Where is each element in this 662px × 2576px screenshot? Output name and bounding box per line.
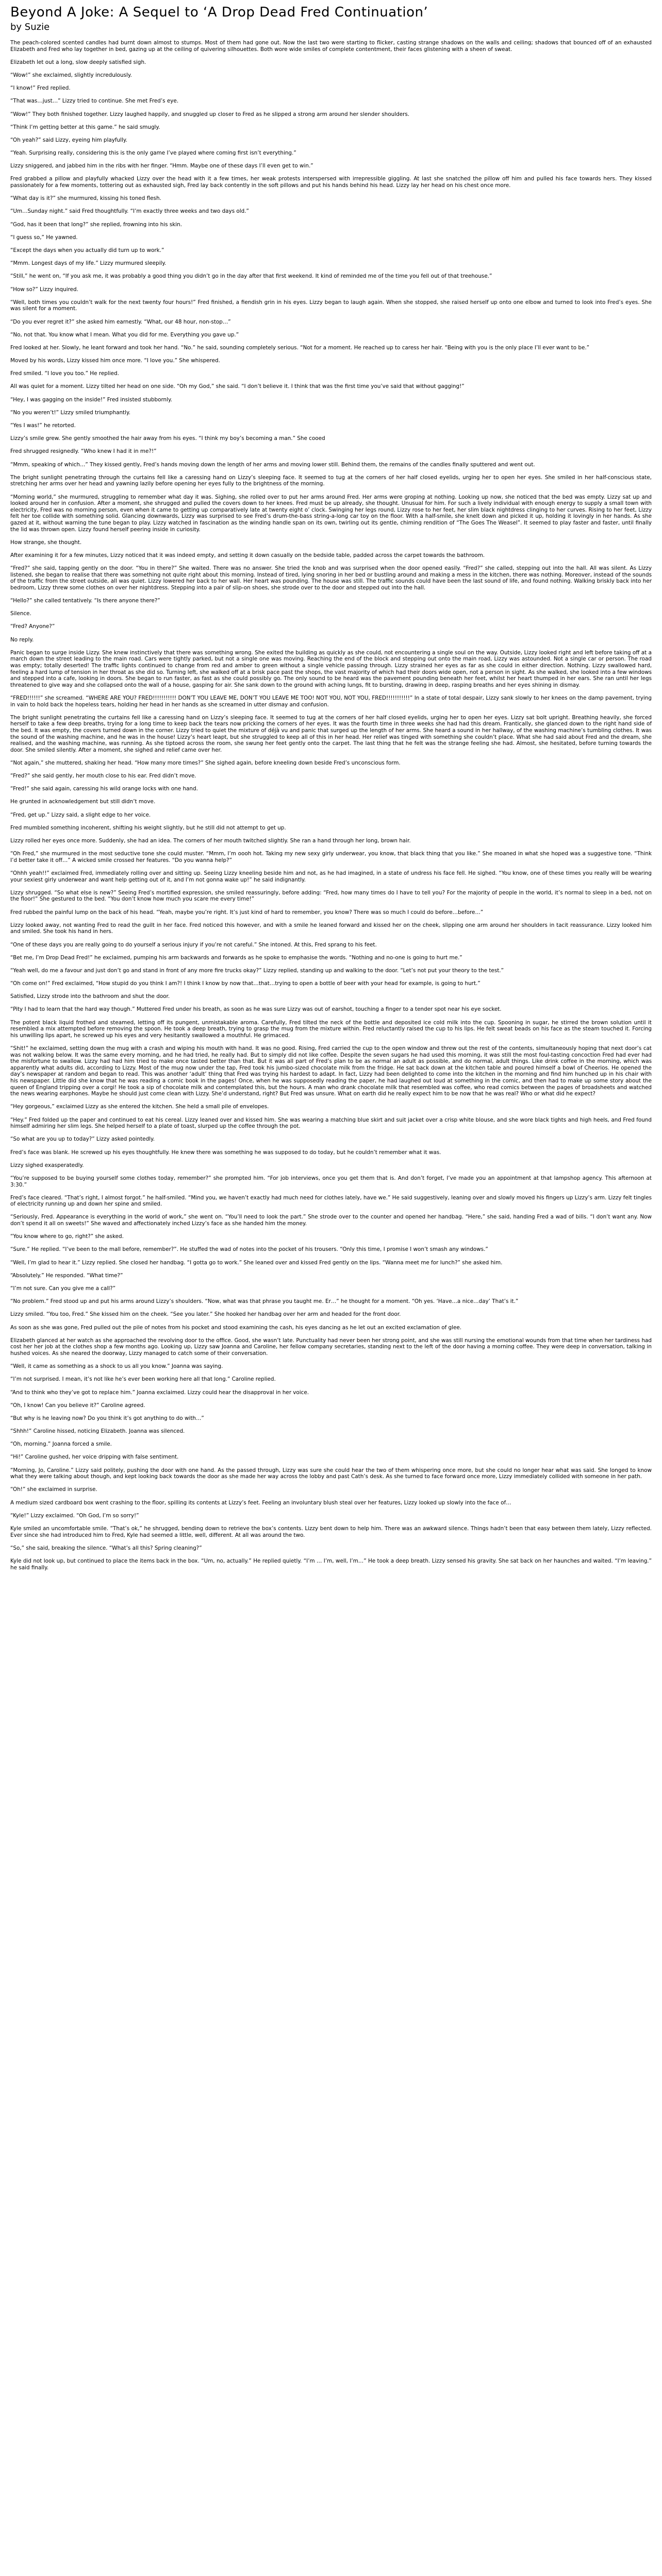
story-paragraph: “Wow!” They both finished together. Lizzy laughed happily, and snuggled up closer to Fred as he slipped a strong arm around her slender shoulders. [10, 111, 410, 117]
story-author: by Suzie [10, 22, 50, 32]
story-body [10, 40, 652, 1571]
story-paragraph: “Fred?” she said, tapping gently on the door. “You in there?” She waited. There was no answer. She tried the knob and was surprised when the door opened easily. “Fred?” she called, stepping out into the hall. All was silent. As Lizzy listened, she began to realise that there was something not quite right about this morning. Instead of tired, lying snoring in her bed or bustling around and making a mess in the kitchen, there was nothing. Moreover, instead of the sounds of the traffic from the street outside, all was quiet. Lizzy lowered her back to her wall. Her heart was pounding. The house was still. The traffic sounds could have been the last sound of life, and found nothing. Walking briskly back into her bedroom, Lizzy threw some clothes on over her nightdress. Stepping into a pair of slip-on shoes, she strode over to the door and stepped out into the hall. [10, 565, 652, 591]
story-paragraph: All was quiet for a moment. Lizzy tilted her head on one side. “Oh my God,” she said. “I don’t believe it. I think that was the first time you’ve said that without gagging!” [10, 383, 465, 390]
story-paragraph: Lizzy smiled. “You too, Fred.” She kissed him on the cheek. “See you later.” She hooked her handbag over her arm and headed for the front door. [10, 1311, 401, 1318]
story-paragraph: Fred rubbed the painful lump on the back of his head. “Yeah, maybe you’re right. It’s just kind of hard to remember, you know? There was so much I could do before…before…” [10, 909, 484, 916]
story-paragraph: “Hey, I was gagging on the inside!” Fred insisted stubbornly. [10, 396, 172, 403]
story-paragraph: “Absolutely.” He responded. “What time?” [10, 1272, 123, 1279]
story-paragraph: “So,” she said, breaking the silence. “What’s all this? Spring cleaning?” [10, 1545, 202, 1551]
story-paragraph: “Shhh!” Caroline hissed, noticing Elizabeth. Joanna was silenced. [10, 1428, 185, 1435]
story-paragraph: “No you weren’t!” Lizzy smiled triumphantly. [10, 409, 130, 416]
story-paragraph: “You know where to go, right?” she asked. [10, 1233, 124, 1240]
story-paragraph: “Hey.” Fred folded up the paper and continued to eat his cereal. Lizzy leaned over and kissed him. She was wearing a matching blue skirt and suit jacket over a crisp white blouse, and she wore black tights and high heels, and Fred found himself admiring her slim legs. She helped herself to a plate of toast, slurped up the coffee through the pot. [10, 1116, 652, 1130]
story-title: Beyond A Joke: A Sequel to ‘A Drop Dead Fred Continuation’ [10, 5, 428, 20]
story-paragraph: “Sure.” He replied. “I’ve been to the mall before, remember?”. He stuffed the wad of notes into the pocket of his trousers. “Only this time, I promise I won’t smash any windows.” [10, 1246, 488, 1253]
story-paragraph: “That was…just…” Lizzy tried to continue. She met Fred’s eye. [10, 98, 179, 105]
story-paragraph: “Bet me, I’m Drop Dead Fred!” he exclaimed, pumping his arm backwards and forwards as he spoke to emphasise the words. “Nothing and no-one is going to hurt me.” [10, 954, 462, 961]
story-paragraph: “Oh, I know! Can you believe it?” Caroline agreed. [10, 1402, 145, 1409]
story-paragraph: “Pity I had to learn that the hard way though.” Muttered Fred under his breath, as soon as he was sure Lizzy was out of earshot, touching a finger to a tender spot near his eye socket. [10, 1006, 502, 1013]
story-paragraph: “Oh come on!” Fred exclaimed, “How stupid do you think I am?! I think I know by now that…that…trying to open a bottle of beer with your head for example, is going to hurt.” [10, 980, 481, 987]
story-paragraph: Satisfied, Lizzy strode into the bathroom and shut the door. [10, 993, 170, 1000]
story-paragraph: Lizzy sniggered, and jabbed him in the ribs with her finger. “Hmm. Maybe one of these days I’ll even get to win.” [10, 163, 313, 170]
story-paragraph: “No problem.” Fred stood up and put his arms around Lizzy’s shoulders. “Now, what was that phrase you taught me. Er…” he thought for a moment. “Oh yes. ‘Have…a nice…day’ That’s it.” [10, 1298, 519, 1305]
story-paragraph: Kyle smiled an uncomfortable smile. “That’s ok,” he shrugged, bending down to retrieve the box’s contents. Lizzy bent down to help him. There was an awkward silence. Things hadn’t been that easy between them lately, Lizzy reflected. Ever since she had introduced him to Fred, Kyle had seemed a little, well, different. At all was around the two. [10, 1525, 652, 1538]
story-paragraph: “I know!” Fred replied. [10, 85, 71, 92]
story-paragraph: The bright sunlight penetrating the curtains fell like a caressing hand on Lizzy’s sleeping face. It seemed to tug at the corners of her half closed eyelids, urging her to open her eyes. Lizzy sat bolt upright. Breathing heavily, she forced herself to take a few deep breaths, trying for a long time to keep back the tears now pricking the corners of her eyes. It was the fourth time in three weeks she had had this dream. Frantically, she glanced down to the right hand side of the bed. It was empty, the covers turned down in the corner. Lizzy tried to quiet the mixture of déjà vu and panic that surged up the length of her arms. She heard a sound in her hallway, of the washing machine’s tumbling clothes. It was the sound of the washing machine, and he was in the house! Lizzy’s heart leapt, but she struggled to keep all of this in her head. Her relief was tinged with something she couldn’t place. What she had said about Fred and the dream, she realised, and the washing machine, was running. As she tiptoed across the room, she swung her feet gently onto the carpet. The last thing that he felt was the strange feeling she had. Almost, she hesitated, before turning towards the door. She smiled silently. After a moment, she sighed and relief came over her. [10, 714, 652, 753]
story-paragraph: “What day is it?” she murmured, kissing his toned flesh. [10, 195, 161, 202]
story-paragraph: The bright sunlight penetrating through the curtains fell like a caressing hand on Lizzy’s sleeping face. It seemed to tug at the corners of her half closed eyelids, urging her to open her eyes. She smiled in her half-conscious state, stretching her arms over her head and yawning lazily before opening her eyes fully to the brightness of the morning. [10, 474, 652, 487]
story-paragraph: “But why is he leaving now? Do you think it’s got anything to do with…” [10, 1415, 204, 1421]
story-paragraph: “Hi!” Caroline gushed, her voice dripping with false sentiment. [10, 1454, 179, 1461]
story-paragraph: Fred smiled. “I love you too.” He replied. [10, 370, 119, 377]
story-paragraph: Lizzy rolled her eyes once more. Suddenly, she had an idea. The corners of her mouth twitched slightly. She ran a hand through her long, brown hair. [10, 838, 411, 844]
story-paragraph: Elizabeth glanced at her watch as she approached the revolving door to the office. Good, she wasn’t late. Punctuality had never been her strong point, and she was still nursing the emotional wounds from that time when her tardiness had cost her her job at the clothes shop a few months ago. Looking up, Lizzy saw Joanna and Caroline, her fellow company secretaries, standing next to the left of the door having a morning coffee. They were deep in conversation, talking in hushed voices. As she neared the doorway, Lizzy managed to catch some of their conversation. [10, 1337, 652, 1357]
story-paragraph: Kyle did not look up, but continued to place the items back in the box. “Um, no, actually.” He replied quietly. “I’m … I’m, well, I’m…” He took a deep breath. Lizzy sensed his gravity. She sat back on her haunches and waited. “I’m leaving.” he said finally. [10, 1557, 652, 1571]
story-paragraph: “Yeah well, do me a favour and just don’t go and stand in front of any more fire trucks okay?” Lizzy replied, standing up and walking to the door. “Let’s not put your theory to the test.” [10, 967, 504, 974]
story-paragraph: “Shit!” he exclaimed, setting down the mug with a crash and wiping his mouth with hand. It was no good. Rising, Fred carried the cup to the open window and threw out the rest of the contents, simultaneously hoping that next door’s cat was not walking below. It was the same every morning, and he had tried, he really had. But to simply did not like coffee. Despite the seven sugars he had used this morning, it was still the most foul-tasting concoction Fred had ever had the misfortune to swallow. Lizzy had had him tried to make once tasted better than that. But it was all part of Fred’s plan to be as normal an adult as possible, and do normal, adult things. Like drink coffee in the morning, which was apparently what adults did, according to Lizzy. Most of the mug now under the tap, Fred took his jumbo-sized chocolate milk from the fridge. He sat back down at the kitchen table and poured himself a bowl of Cheerios. He opened the day’s newspaper at random and began to read. This was another ‘adult’ thing that Fred was trying his hardest to adapt. In fact, Lizzy had been delighted to come into the kitchen in the morning and find him hunched up in his chair with his newspaper. Little did she know that he was reading a comic book in the pages! Once, when he was supposedly reading the paper, he had laughed out loud at something in the comic, and then had to make up some story about the queen of England tripping over a corgi! He took a sip of chocolate milk and contemplated this, but the hours. A man who drank chocolate milk that resembled was coffee, who read comics between the pages of broadsheets and watched the news wearing earphones. Maybe he should just come clean with Lizzy. She’d understand, right? But Fred was unsure. What on earth did he really expect him to be now that he was real? Who or what did he expect? [10, 1045, 652, 1097]
story-paragraph: The peach-colored scented candles had burnt down almost to stumps. Most of them had gone out. Now the last two were starting to flicker, casting strange shadows on the walls and ceiling; shadows that bounced off of an exhausted Elizabeth and Fred who lay together in bed, gazing up at the ceiling of quivering silhouettes. Both wore wide smiles of complete contentment, their faces glistening with a sheen of sweat. [10, 40, 652, 53]
story-paragraph: Lizzy’s smile grew. She gently smoothed the hair away from his eyes. “I think my boy’s becoming a man.” She cooed [10, 435, 325, 442]
story-paragraph: No reply. [10, 636, 34, 643]
story-paragraph: “Um…Sunday night.” said Fred thoughtfully. “I’m exactly three weeks and two days old.” [10, 208, 249, 215]
story-paragraph: “Seriously, Fred. Appearance is everything in the world of work,” she went on. “You’ll need to look the part.” She strode over to the counter and opened her handbag. “Here,” she said, handing Fred a wad of bills. “I don’t want any. Now don’t spend it all on sweets!” She waved and affectionately inched Lizzy’s face as she handed him the money. [10, 1214, 652, 1227]
story-paragraph: “Oh, morning.” Joanna forced a smile. [10, 1441, 112, 1448]
story-paragraph: Panic began to surge inside Lizzy. She knew instinctively that there was something wrong. She exited the building as quickly as she could, not encountering a single soul on the way. Outside, Lizzy looked right and left before taking off at a march down the street leading to the main road. Cars were tightly parked, but not a single one was moving. Reaching the end of the block and stepping out onto the main road, Lizzy was astounded. Not a single car or person. The road was empty; totally deserted! The traffic lights continued to change from red and amber to green without a single vehicle passing through. Lizzy strained her eyes as far as she could in either direction. Nothing. Lizzy swallowed hard, feeling a hard lump of tension in her throat as she did so. Turning left, she walked off at a brisk pace past the shops, the vast majority of which had their doors wide open, not a person in sight. As she walked, she looked into a few windows and stepped into a cafe, looking in doors. She began to run faster, as fast as she could possibly go. The only sound to be heard was the pavement pounding beneath her feet, whilst her heart thumped in her ears. She ran until her legs threatened to give way and she collapsed onto the wall of a house, gasping for air. She sank down to the ground with aching lungs, fit to bursting, drawing in deep, rasping breaths and her eyes shining in dismay. [10, 649, 652, 688]
story-paragraph: Fred’s face cleared. “That’s right, I almost forgot.” he half-smiled. “Mind you, we haven’t exactly had much need for clothes lately, have we.” He said suggestively, leaning over and slowly moved his fingers up Lizzy’s arm. Lizzy felt tingles of electricity running up and down her spine and smiled. [10, 1194, 652, 1208]
story-paragraph: Lizzy shrugged. “So what else is new?” Seeing Fred’s mortified expression, she smiled reassuringly, before adding: “Fred, how many times do I have to tell you? For the majority of people in the world, it’s normal to sleep in a bed, not on the floor!” She gestured to the bed. “You don’t know how much you scare me every time!” [10, 889, 652, 903]
story-paragraph: “Kyle!” Lizzy exclaimed. “Oh God, I’m so sorry!” [10, 1512, 139, 1519]
story-paragraph: “No, not that. You know what I mean. What you did for me. Everything you gave up.” [10, 331, 239, 338]
story-paragraph: “Hey gorgeous,” exclaimed Lizzy as she entered the kitchen. She held a small pile of envelopes. [10, 1104, 269, 1110]
story-paragraph: “Morning, Jo, Caroline.” Lizzy said politely, pushing the door with one hand. As the passed through, Lizzy was sure she could hear the two of them whispering once more, but she could no longer hear what was said. She longed to know what they were talking about though, and kept looking back towards the door as she made her way across the lobby and past Cath’s desk. As she turned to face forward once more, Lizzy immediately collided with someone in her path. [10, 1467, 652, 1480]
story-paragraph: The potent black liquid frothed and steamed, letting off its pungent, unmistakable aroma. Carefully, Fred tilted the neck of the bottle and deposited ice cold milk into the cup. Spooning in sugar, he stirred the brown solution until it resembled a mix attempted before removing the spoon. He took a deep breath, trying to grasp the mug from the mixture within. Fred reluctantly raised the cup to his lips. He felt sweat beads on his face as the steam touched it. Forcing his unwilling lips apart, he screwed up his eyes and very hesitantly swallowed a mouthful. He grimaced. [10, 1019, 652, 1039]
story-paragraph: Fred’s face was blank. He screwed up his eyes thoughtfully. He knew there was something he was supposed to do today, but he couldn’t remember what it was. [10, 1149, 441, 1156]
story-paragraph: “Yeah. Surprising really, considering this is the only game I’ve played where coming first isn’t everything.” [10, 150, 296, 157]
story-paragraph: “So what are you up to today?” Lizzy asked pointedly. [10, 1136, 155, 1143]
story-paragraph: “Fred!” she said again, caressing his wild orange locks with one hand. [10, 786, 198, 792]
story-paragraph: “Think I’m getting better at this game.” he said smugly. [10, 124, 160, 130]
story-paragraph: Lizzy sighed exasperatedly. [10, 1162, 84, 1168]
story-paragraph: “How so?” Lizzy inquired. [10, 286, 78, 293]
story-paragraph: “Mmm. Longest days of my life.” Lizzy murmured sleepily. [10, 260, 167, 267]
story-paragraph: Fred grabbed a pillow and playfully whacked Lizzy over the head with it a few times, her weak protests interspersed with irrepressible giggling. At last she snatched the pillow off him and pulled his face towards hers. They kissed passionately for a few moments, tottering out as exhausted sigh, Fred lay back contently in the soft pillows and put his hands behind his head. Lizzy lay her head on his chest once more. [10, 176, 652, 189]
story-paragraph: “FRED!!!!!!” she screamed. “WHERE ARE YOU? FRED!!!!!!!!!!! DON’T YOU LEAVE ME, DON’T YOU LEAVE ME TOO! NOT YOU, NOT YOU, FRED!!!!!!!!!!!” In a state of total despair, Lizzy sank slowly to her knees on the damp pavement, trying in vain to hold back the hopeless tears, holding her head in her hands as she screamed in utter dismay and confusion. [10, 694, 652, 708]
story-paragraph: “Still,” he went on, “If you ask me, it was probably a good thing you didn’t go in the day after that first weekend. It kind of reminded me of the time you fell out of that treehouse.” [10, 273, 492, 280]
story-paragraph: “Well, both times you couldn’t walk for the next twenty four hours!” Fred finished, a fiendish grin in his eyes. Lizzy began to laugh again. When she stopped, she raised herself up onto one elbow and turned to look into Fred’s eyes. She was silent for a moment. [10, 299, 652, 312]
story-paragraph: Fred mumbled something incoherent, shifting his weight slightly, but he still did not attempt to get up. [10, 824, 286, 831]
story-paragraph: “Fred? Anyone?” [10, 623, 55, 630]
story-paragraph: “And to think who they’ve got to replace him.” Joanna exclaimed. Lizzy could hear the disapproval in her voice. [10, 1389, 309, 1396]
story-paragraph: After examining it for a few minutes, Lizzy noticed that it was indeed empty, and setting it down casually on the bedside table, padded across the carpet towards the bathroom. [10, 552, 485, 558]
story-paragraph: “God, has it been that long?” she replied, frowning into his skin. [10, 221, 183, 228]
story-paragraph: “Oh yeah?” said Lizzy, eyeing him playfully. [10, 137, 127, 143]
story-paragraph: “Well, I’m glad to hear it.” Lizzy replied. She closed her handbag. “I gotta go to work.” She leaned over and kissed Fred gently on the lips. “Wanna meet me for lunch?” she asked him. [10, 1259, 503, 1266]
story-paragraph: “You’re supposed to be buying yourself some clothes today, remember?” she prompted him. “For job interviews, once you get them that is. And don’t forget, I’ve made you an appointment at that lampshop agency. This afternoon at 3:30.” [10, 1175, 652, 1188]
story-paragraph: “Do you ever regret it?” she asked him earnestly. “What, our 48 hour, non-stop…” [10, 318, 231, 325]
story-paragraph: “Fred, get up.” Lizzy said, a slight edge to her voice. [10, 811, 151, 818]
story-paragraph: Lizzy looked away, not wanting Fred to read the guilt in her face. Fred noticed this however, and with a smile he leaned forward and kissed her on the cheek, slipping one arm around her shoulders in tacit reassurance. Lizzy looked him and smiled. She took his hand in hers. [10, 922, 652, 935]
story-paragraph: “Well, it came as something as a shock to us all you know.” Joanna was saying. [10, 1363, 223, 1370]
story-paragraph: “I’m not surprised. I mean, it’s not like he’s ever been working here all that long.” Caroline replied. [10, 1376, 276, 1383]
story-paragraph: Fred shrugged resignedly. “Who knew I had it in me?!” [10, 448, 157, 455]
story-paragraph: “I guess so,” He yawned. [10, 234, 78, 241]
story-paragraph: Fred looked at her. Slowly, he leant forward and took her hand. “No.” he said, sounding completely serious. “Not for a moment. He reached up to caress her hair. “Being with you is the only place I’ll ever want to be.” [10, 344, 590, 351]
story-paragraph: “Oh!” she exclaimed in surprise. [10, 1486, 97, 1493]
story-paragraph: “I’m not sure. Can you give me a call?” [10, 1285, 116, 1292]
story-paragraph: “Ohhh yeah!!” exclaimed Fred, immediately rolling over and sitting up. Seeing Lizzy kneeling beside him and not, as he had imagined, in a state of undress his face fell. He sighed. “You know, one of these times you really will be wearing your sexiest girly underwear and want help getting out of it, and I’m not gonna wake up!” he said indignantly. [10, 870, 652, 883]
story-paragraph: A medium sized cardboard box went crashing to the floor, spilling its contents at Lizzy’s feet. Feeling an involuntary blush steal over her features, Lizzy looked up slowly into the face of… [10, 1499, 511, 1506]
story-paragraph: “One of these days you are really going to do yourself a serious injury if you’re not careful.” She intoned. At this, Fred sprang to his feet. [10, 941, 377, 948]
story-paragraph: Moved by his words, Lizzy kissed him once more. “I love you.” She whispered. [10, 358, 220, 364]
story-paragraph: “Hello?” she called tentatively. “Is there anyone there?” [10, 598, 160, 604]
story-paragraph: “Except the days when you actually did turn up to work.” [10, 247, 164, 253]
story-paragraph: “Oh Fred,” she murmured in the most seductive tone she could muster. “Mmm, I’m oooh hot. Taking my new sexy girly underwear, you know, that black thing that you like.” She moaned in what she hoped was a suggestive tone. “Think I’d better take it off…” A wicked smile crossed her features. “Do you wanna help?” [10, 851, 652, 863]
story-paragraph: “Fred?” she said gently, her mouth close to his ear. Fred didn’t move. [10, 773, 196, 779]
story-paragraph: Silence. [10, 611, 31, 617]
story-paragraph: How strange, she thought. [10, 539, 82, 546]
story-paragraph: He grunted in acknowledgement but still didn’t move. [10, 799, 156, 805]
story-paragraph: As soon as she was gone, Fred pulled out the pile of notes from his pocket and stood examining the cash, his eyes dancing as he let out an excited exclamation of glee. [10, 1324, 462, 1331]
story-paragraph: “Not again,” she muttered, shaking her head. “How many more times?” She sighed again, before kneeling down beside Fred’s unconscious form. [10, 759, 401, 766]
story-paragraph: “Mmm, speaking of which…” They kissed gently, Fred’s hands moving down the length of her arms and moving lower still. Behind them, the remains of the candles finally sputtered and went out. [10, 461, 535, 468]
story-paragraph: Elizabeth let out a long, slow deeply satisfied sigh. [10, 59, 146, 65]
story-paragraph: “Morning world,” she murmured, struggling to remember what day it was. Sighing, she rolled over to put her arms around Fred. Her arms were groping at nothing. Looking up now, she noticed that the bed was empty. Lizzy sat up and looked around her in confusion. After a moment, she shrugged and pulled the covers down to her knees. Fred must be up already, she thought. Unusual for him. For such a lively individual with enough energy to supply a small town with electricity, Fred was no morning person, even when it came to getting up comparatively late at twenty eight o’ clock. Swinging her legs round, Lizzy rose to her feet, her slim black nightdress clinging to her curves. Rising to her feet, Lizzy felt her toe collide with something solid. Glancing downwards, Lizzy was surprised to see Fred’s drum-the-bass string-a-long car toy on the floor. With a half-smile, she knelt down and picked it up, holding it lovingly in her hands. As she gazed at it, without warning the tune began to play. Lizzy watched in fascination as the winding handle span on its own, twirling out its gentle, chiming rendition of “The Goes The Weasel”. It seemed to play faster and faster, until finally the lid was thrown open. Lizzy found herself peering inside in curiosity. [10, 494, 652, 533]
story-paragraph: “Yes I was!” he retorted. [10, 422, 76, 429]
story-paragraph: “Wow!” she exclaimed, slightly incredulously. [10, 72, 132, 78]
